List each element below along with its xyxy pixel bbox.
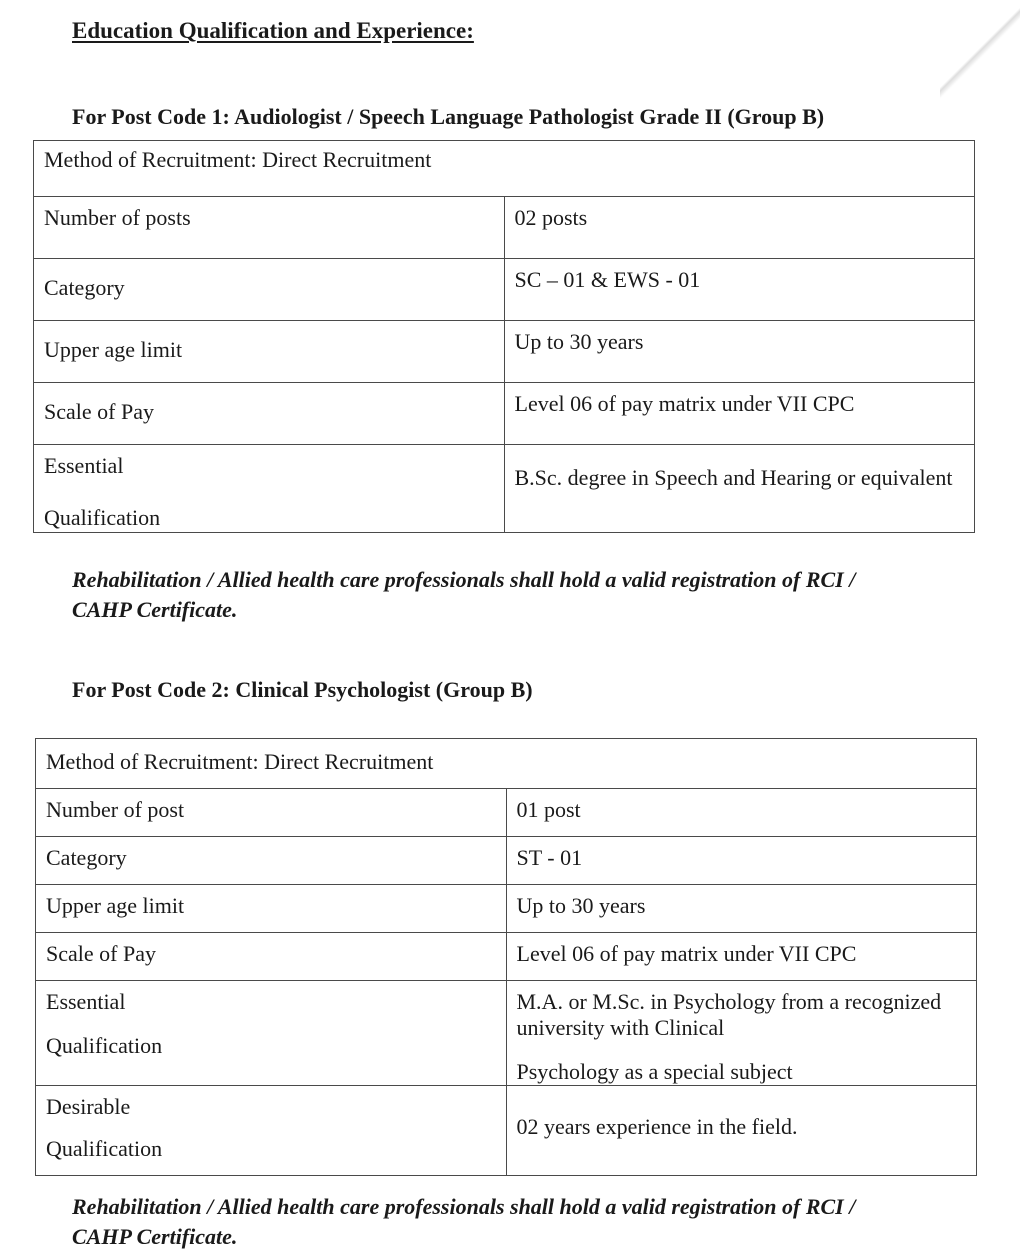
post2-table	[35, 738, 977, 1176]
table-row	[34, 141, 975, 197]
post1-table	[33, 140, 975, 533]
label-line: Essential	[44, 453, 124, 478]
row-label: Number of posts	[34, 197, 505, 259]
row-value: Level 06 of pay matrix under VII CPC	[504, 383, 975, 445]
label-line: Essential	[46, 989, 126, 1014]
table-row	[36, 885, 977, 933]
table-row	[36, 1086, 977, 1176]
row-label: Upper age limit	[34, 321, 505, 383]
note-line: Rehabilitation / Allied health care professionals shall hold a valid registration of RCI /	[72, 1194, 856, 1219]
note-line: Rehabilitation / Allied health care professionals shall hold a valid registration of RCI /	[72, 567, 856, 592]
note-line: CAHP Certificate.	[72, 1224, 238, 1249]
table-row	[36, 789, 977, 837]
table-row	[34, 197, 975, 259]
row-value: B.Sc. degree in Speech and Hearing or equivalent	[504, 445, 975, 533]
method-of-recruitment: Method of Recruitment: Direct Recruitment	[36, 739, 977, 789]
row-value: 02 years experience in the field.	[506, 1086, 977, 1176]
row-label: Scale of Pay	[34, 383, 505, 445]
row-value: Level 06 of pay matrix under VII CPC	[506, 933, 977, 981]
post2-heading: For Post Code 2: Clinical Psychologist (Group B)	[72, 677, 533, 702]
method-of-recruitment: Method of Recruitment: Direct Recruitment	[34, 141, 975, 197]
label-line: Qualification	[44, 505, 161, 530]
table-row	[34, 445, 975, 533]
table-row	[34, 383, 975, 445]
value-line: Psychology as a special subject	[516, 1059, 793, 1084]
row-value: 02 posts	[504, 197, 975, 259]
row-label	[36, 1086, 507, 1176]
row-label: Category	[34, 259, 505, 321]
value-line: M.A. or M.Sc. in Psychology from a recognized university with Clinical	[516, 989, 942, 1040]
table-row	[36, 933, 977, 981]
row-value: Up to 30 years	[504, 321, 975, 383]
row-label: Category	[36, 837, 507, 885]
row-label: Scale of Pay	[36, 933, 507, 981]
table-row	[36, 981, 977, 1086]
table-row	[34, 321, 975, 383]
table-row	[34, 259, 975, 321]
label-line: Qualification	[46, 1136, 163, 1161]
row-label: Number of post	[36, 789, 507, 837]
row-label: Upper age limit	[36, 885, 507, 933]
registration-note	[72, 565, 972, 625]
page-title: Education Qualification and Experience:	[72, 18, 474, 43]
table-row	[36, 739, 977, 789]
row-value: 01 post	[506, 789, 977, 837]
table-row	[36, 837, 977, 885]
label-line: Qualification	[46, 1033, 163, 1058]
row-value	[506, 981, 977, 1086]
registration-note	[72, 1192, 972, 1252]
label-line: Desirable	[46, 1094, 131, 1119]
row-label	[34, 445, 505, 533]
row-value: SC – 01 & EWS - 01	[504, 259, 975, 321]
post1-heading: For Post Code 1: Audiologist / Speech Language Pathologist Grade II (Group B)	[72, 104, 825, 129]
row-label	[36, 981, 507, 1086]
paper-crease	[940, 0, 1020, 110]
row-value: Up to 30 years	[506, 885, 977, 933]
note-line: CAHP Certificate.	[72, 597, 238, 622]
row-value: ST - 01	[506, 837, 977, 885]
